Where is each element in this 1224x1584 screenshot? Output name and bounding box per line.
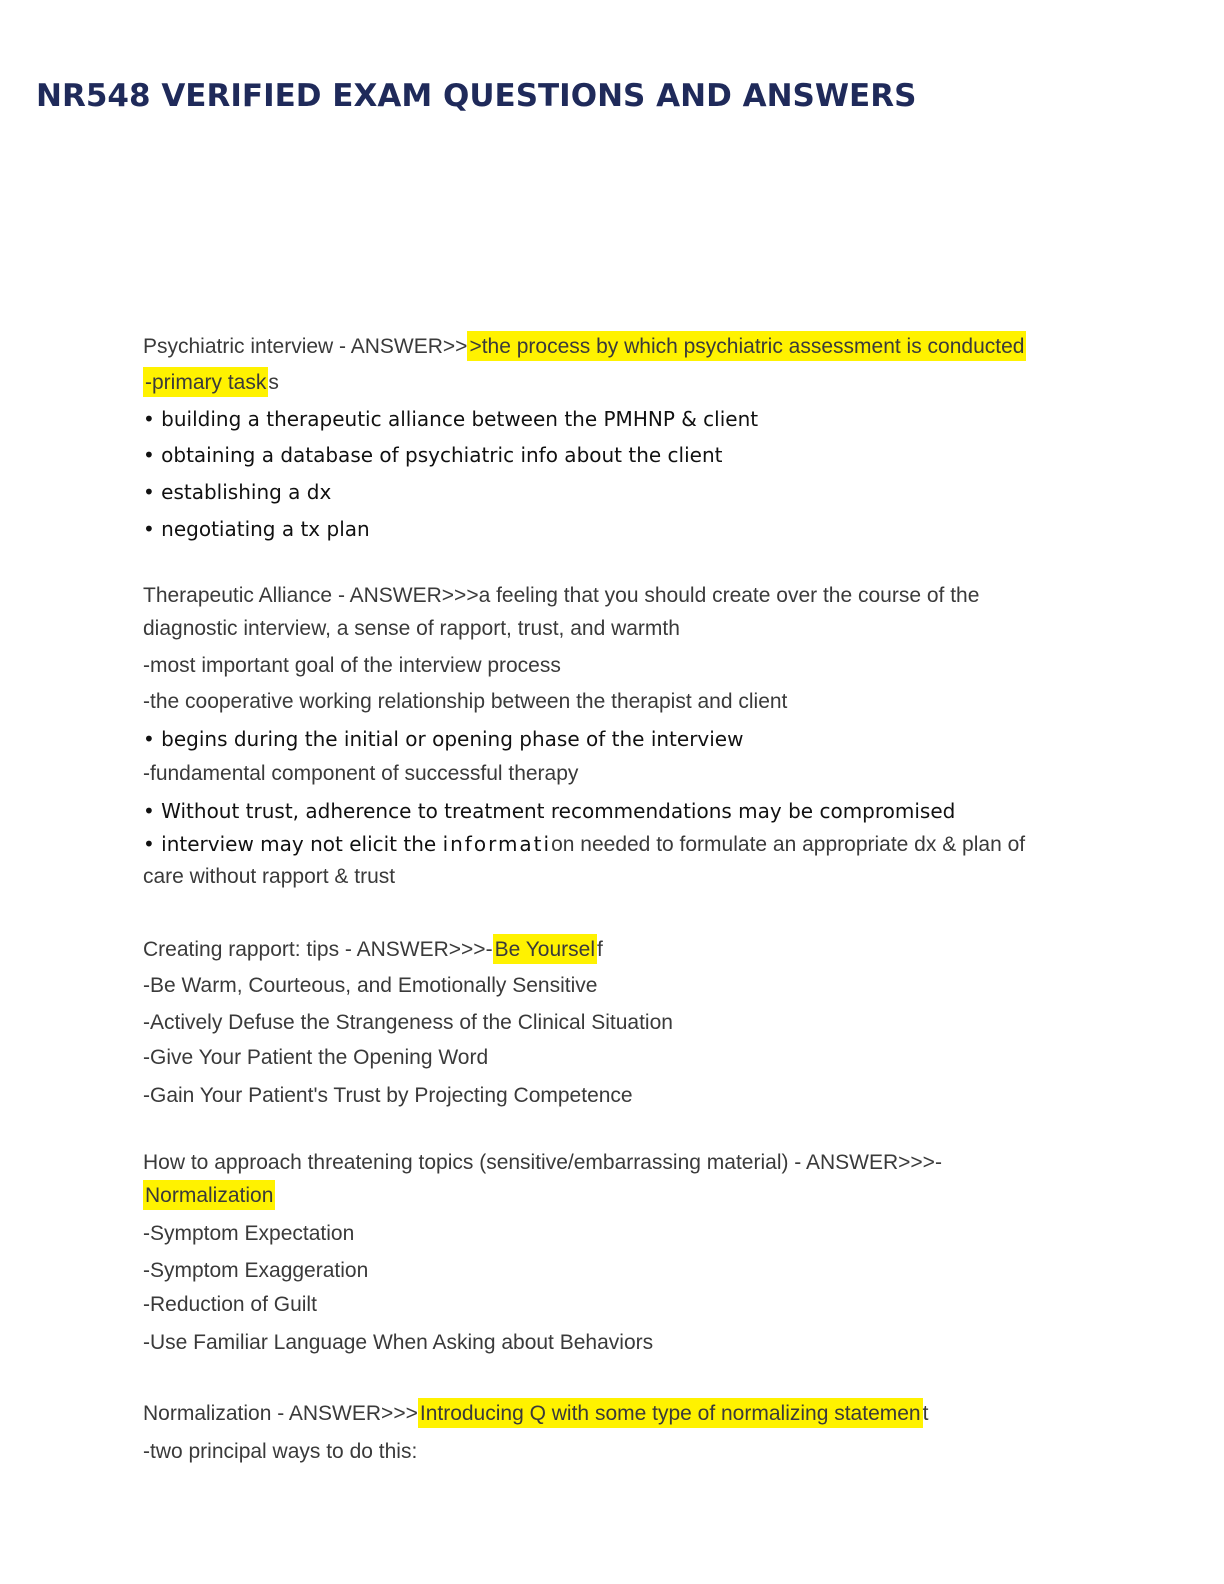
highlight-line (143, 1181, 275, 1211)
term-label: Normalization - ANSWER>>> (143, 1402, 418, 1425)
list-item: -Be Warm, Courteous, and Emotionally Sensitive (143, 974, 598, 997)
bullet-item: • Without trust, adherence to treatment recommendations may be compromised (143, 799, 956, 823)
bullet-item: • establishing a dx (143, 480, 332, 504)
list-item: -Use Familiar Language When Asking about Behaviors (143, 1331, 654, 1354)
bullet-item: • obtaining a database of psychiatric info about the client (143, 443, 723, 467)
term-label: Creating rapport: tips - ANSWER>>>- (143, 938, 493, 961)
list-item: -Give Your Patient the Opening Word (143, 1046, 489, 1069)
therapeutic-alliance-line: Therapeutic Alliance - ANSWER>>>a feeling that you should create over the course of the (143, 584, 980, 607)
highlight-text: Introducing Q with some type of normalizing statemen (418, 1398, 923, 1428)
text-line: care without rapport & trust (143, 865, 396, 888)
list-item: -Symptom Expectation (143, 1222, 355, 1245)
text-tail: s (268, 371, 279, 394)
text-tail: f (596, 938, 603, 961)
text-line: -two principal ways to do this: (143, 1440, 418, 1463)
normalization-line (143, 1399, 928, 1429)
bullet-item: • begins during the initial or opening phase of the interview (143, 727, 744, 751)
text-fragment: on (551, 833, 575, 856)
term-label: Psychiatric interview - ANSWER>> (143, 335, 468, 358)
highlight-text: Be Yoursel (493, 934, 597, 964)
creating-rapport-line (143, 935, 603, 965)
text-line: diagnostic interview, a sense of rapport, trust, and warmth (143, 617, 680, 640)
bullet-item: • building a therapeutic alliance between the PMHNP & client (143, 407, 759, 431)
highlight-text: -primary task (143, 367, 268, 397)
text-line: -most important goal of the interview process (143, 654, 561, 677)
bullet-text-spaced: informati (442, 832, 552, 856)
highlight-text: >the process by which psychiatric assessment is conducted (467, 331, 1026, 361)
bullet-item: • negotiating a tx plan (143, 517, 370, 541)
text-line: -fundamental component of successful therapy (143, 762, 579, 785)
threatening-topics-line: How to approach threatening topics (sensitive/embarrassing material) - ANSWER>>>- (143, 1151, 942, 1174)
primary-tasks-line (143, 368, 279, 398)
bullet-item-mixed (143, 829, 1025, 860)
text-line: -the cooperative working relationship between the therapist and client (143, 690, 788, 713)
document-title: NR548 VERIFIED EXAM QUESTIONS AND ANSWERS (36, 78, 917, 114)
bullet-text: • interview may not elicit the (143, 832, 437, 856)
psychiatric-interview-line (143, 332, 1026, 362)
text-tail: t (922, 1402, 929, 1425)
list-item: -Reduction of Guilt (143, 1293, 317, 1316)
highlight-text: Normalization (143, 1180, 275, 1210)
list-item: -Gain Your Patient's Trust by Projecting Competence (143, 1084, 633, 1107)
list-item: -Symptom Exaggeration (143, 1259, 369, 1282)
text-fragment: needed to formulate an appropriate dx & plan of (574, 833, 1026, 856)
list-item: -Actively Defuse the Strangeness of the Clinical Situation (143, 1011, 673, 1034)
